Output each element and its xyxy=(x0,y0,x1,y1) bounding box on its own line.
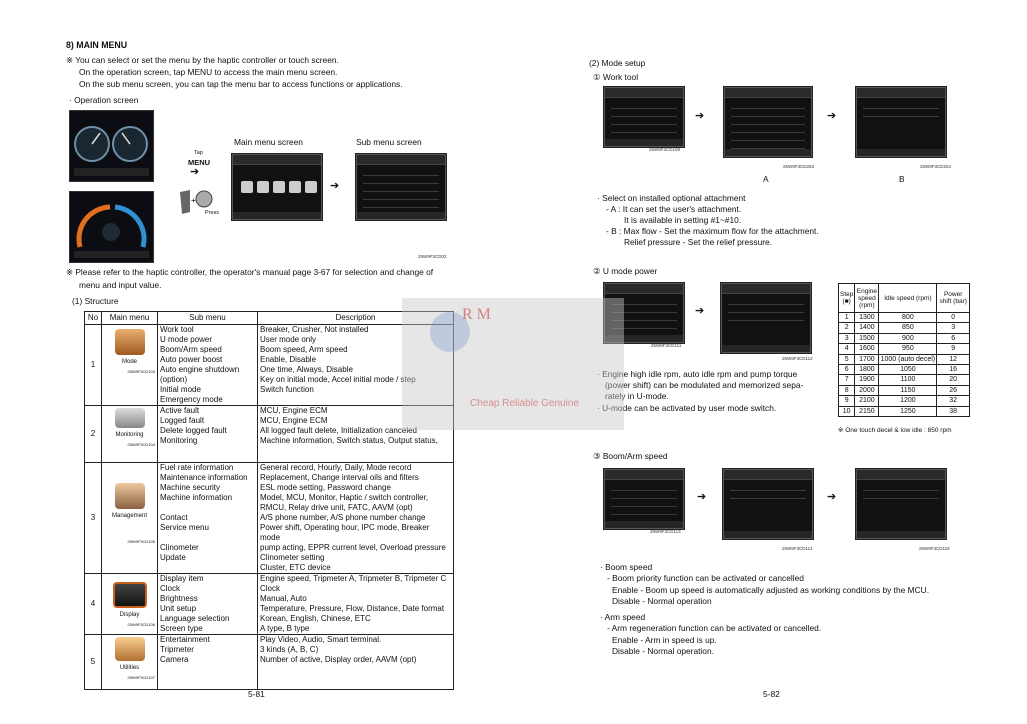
page-number: 5-82 xyxy=(763,689,780,699)
description-item: One time, Always, Disable xyxy=(260,365,353,374)
sub-menu-item: Emergency mode xyxy=(160,395,223,404)
table-cell: 1800 xyxy=(855,365,879,375)
sub-menu-item: Display item xyxy=(160,574,204,583)
right-arrow-icon: ➔ xyxy=(330,180,340,192)
um-text: · U-mode can be activated by user mode switch. xyxy=(597,403,777,413)
um-text: rately in U-mode. xyxy=(605,391,669,401)
description-item: General record, Hourly, Daily, Mode record xyxy=(260,463,412,472)
table-cell: 4 xyxy=(839,344,855,354)
menu-label: MENU xyxy=(188,158,211,167)
structure-heading: (1) Structure xyxy=(72,296,119,306)
table-cell: 16 xyxy=(937,365,970,375)
table-cell: 2 xyxy=(839,323,855,333)
figure-code: 25W9F3CD112 xyxy=(782,356,813,361)
table-cell: 7 xyxy=(839,375,855,385)
right-arrow-icon: ➔ xyxy=(827,491,837,503)
wt-text: - A : It can set the user's attachment. xyxy=(606,204,742,214)
table-cell: 1900 xyxy=(855,375,879,385)
figure-code: 25W9F3CD111 xyxy=(651,343,682,348)
note-line: On the operation screen, tap MENU to access the main menu screen. xyxy=(79,67,338,77)
sub-menu-item: Service menu xyxy=(160,523,209,532)
table-cell: 1600 xyxy=(855,344,879,354)
row-number: 2 xyxy=(85,406,102,463)
icon-code: 25W9F3CD106 xyxy=(127,622,155,627)
table-cell: 9 xyxy=(839,396,855,406)
note-line: ※ You can select or set the menu by the haptic controller or touch screen. xyxy=(66,55,339,65)
sub-menu-item: Camera xyxy=(160,655,189,664)
sub-menu-item: Unit setup xyxy=(160,604,197,613)
description-item: Boom speed, Arm speed xyxy=(260,345,348,354)
table-cell: 8 xyxy=(839,385,855,395)
main-menu-name: Utilities xyxy=(119,665,140,671)
column-header: No xyxy=(85,312,102,325)
table-cell: 1250 xyxy=(879,406,937,416)
work-tool-screenshot-a xyxy=(724,87,812,157)
sub-menu-item: Screen type xyxy=(160,624,203,633)
work-tool-screenshot-1 xyxy=(604,87,684,147)
description-item: pump acting, EPPR current level, Overload pressure xyxy=(260,543,446,552)
table-cell: 6 xyxy=(839,365,855,375)
table-cell: 6 xyxy=(937,333,970,343)
right-arrow-icon: ➔ xyxy=(695,110,705,122)
u-table-note: ※ One touch decel & low idle : 850 rpm xyxy=(838,427,952,434)
sub-menu-item: Delete logged fault xyxy=(160,426,227,435)
label-b: B xyxy=(899,174,905,184)
display-menu-cell xyxy=(102,574,158,635)
right-arrow-icon: ➔ xyxy=(697,491,707,503)
figure-code: 25W9F3CD02 xyxy=(418,254,447,259)
table-row xyxy=(839,323,970,333)
refer-note: menu and input value. xyxy=(79,280,162,290)
figure-code: 25W9F3CD113 xyxy=(650,529,681,534)
column-header: Main menu xyxy=(102,312,158,325)
main-menu-name: Display xyxy=(119,612,140,618)
description-item: Number of active, Display order, AAVM (opt) xyxy=(260,655,417,664)
main-menu-screen-label: Main menu screen xyxy=(234,137,303,147)
description-item: Korean, English, Chinese, ETC xyxy=(260,614,371,623)
icon-code: 25W9F3CD107 xyxy=(127,675,155,680)
table-row xyxy=(839,344,970,354)
table-row xyxy=(839,313,970,323)
column-header: Step (■) xyxy=(839,284,855,313)
u-mode-heading: ② U mode power xyxy=(593,266,658,276)
description-item: Engine speed, Tripmeter A, Tripmeter B, Tripmeter C xyxy=(260,574,447,583)
table-cell: 950 xyxy=(879,344,937,354)
table-cell: 2150 xyxy=(855,406,879,416)
column-header: Sub menu xyxy=(158,312,258,325)
main-menu-name: Monitoring xyxy=(115,432,144,438)
description-item: 3 kinds (A, B, C) xyxy=(260,645,319,654)
table-cell: 1300 xyxy=(855,313,879,323)
figure-code: 25W9F3CD254 xyxy=(920,164,952,169)
cluster-image-top xyxy=(69,110,154,182)
section-heading: (2) Mode setup xyxy=(589,58,646,68)
row-number: 3 xyxy=(85,463,102,574)
column-header: Engine speed (rpm) xyxy=(855,284,879,313)
table-cell: 0 xyxy=(937,313,970,323)
boom-arm-heading: ③ Boom/Arm speed xyxy=(593,451,668,461)
table-cell: 1000 (auto decel) xyxy=(880,355,936,363)
sub-menu-item: Auto engine shutdown (option) xyxy=(160,365,240,384)
table-cell: 1050 xyxy=(879,365,937,375)
table-cell: 9 xyxy=(937,344,970,354)
table-cell: 2100 xyxy=(855,396,879,406)
arm-text: - Arm regeneration function can be activated or cancelled. xyxy=(607,623,822,633)
description-item: Manual, Auto xyxy=(260,594,307,603)
figure-code: 25W9F3CD114 xyxy=(782,546,813,551)
description-item: Temperature, Pressure, Flow, Distance, Date format xyxy=(260,604,445,613)
table-row xyxy=(839,406,970,416)
description-item: User mode only xyxy=(260,335,317,344)
work-tool-heading: ① Work tool xyxy=(593,72,639,82)
table-row xyxy=(85,463,454,574)
svg-text:+: + xyxy=(191,196,196,205)
description-item: ESL mode setting, Password change xyxy=(260,483,391,492)
description-item: Machine information, Switch status, Output status, xyxy=(260,436,438,445)
description-item: RMCU, Relay drive unit, FATC, AAVM (opt) xyxy=(260,503,413,512)
sub-menu-item: Logged fault xyxy=(160,416,205,425)
figure-code: 25W9F3CD253 xyxy=(783,164,815,169)
u-mode-table xyxy=(838,283,970,417)
wt-text: - B : Max flow - Set the maximum flow for the attachment. xyxy=(606,226,819,236)
icon-code: 25W9F3CD105 xyxy=(127,539,155,544)
main-menu-name: Management xyxy=(111,513,148,519)
column-header: Idle speed (rpm) xyxy=(879,284,937,313)
table-cell: 800 xyxy=(879,313,937,323)
arm-text: Disable - Normal operation. xyxy=(612,646,714,656)
um-text: · Engine high idle rpm, auto idle rpm and pump torque xyxy=(597,369,798,379)
boom-arm-screenshot-3 xyxy=(856,469,946,539)
table-cell: 10 xyxy=(839,406,855,416)
table-cell: 3 xyxy=(839,333,855,343)
sub-menu-item: Active fault xyxy=(160,406,200,415)
wt-text: It is available in setting #1~#10. xyxy=(624,215,742,225)
boom-arm-screenshot-2 xyxy=(723,469,813,539)
column-header: Power shift (bar) xyxy=(937,284,970,313)
main-menu-structure-table xyxy=(84,311,454,690)
sub-menu-item: Machine security xyxy=(160,483,221,492)
row-number: 5 xyxy=(85,635,102,690)
description-item: MCU, Engine ECM xyxy=(260,416,328,425)
row-number: 4 xyxy=(85,574,102,635)
boom-text: Disable - Normal operation xyxy=(612,596,712,606)
row-number: 1 xyxy=(85,325,102,406)
description-item: Breaker, Crusher, Not installed xyxy=(260,325,369,334)
table-row xyxy=(839,365,970,375)
display-icon xyxy=(113,582,147,608)
operation-screen-label: · Operation screen xyxy=(69,95,139,105)
sub-menu-screenshot xyxy=(356,154,446,220)
table-cell: 38 xyxy=(937,406,970,416)
figure-code: 25W9F3CD109 xyxy=(649,147,681,152)
table-row xyxy=(839,375,970,385)
page-heading: 8) MAIN MENU xyxy=(66,40,128,50)
column-header: Description xyxy=(258,312,454,325)
tap-label: Tap xyxy=(194,150,203,156)
sub-menu-item: Tripmeter xyxy=(160,645,194,654)
wt-text: · Select on installed optional attachment xyxy=(597,193,746,203)
watermark xyxy=(402,298,624,430)
right-arrow-icon: ➔ xyxy=(695,305,705,317)
sub-menu-item: Machine information xyxy=(160,493,233,502)
arm-text: Enable - Arm in speed is up. xyxy=(612,635,717,645)
description-item: Clinometer setting xyxy=(260,553,325,562)
refer-note: ※ Please refer to the haptic controller, the operator's manual page 3-67 for selection and change of xyxy=(66,267,434,277)
table-cell: 1 xyxy=(839,313,855,323)
sub-menu-item: Clock xyxy=(160,584,181,593)
table-cell: 1700 xyxy=(855,354,879,364)
sub-menu-item: U mode power xyxy=(160,335,213,344)
boom-arm-screenshot-1 xyxy=(604,469,684,529)
work-tool-screenshot-b xyxy=(856,87,946,157)
page-number: 5-81 xyxy=(248,689,265,699)
table-row xyxy=(839,354,970,364)
mode-menu-cell xyxy=(102,325,158,406)
table-cell: 26 xyxy=(937,385,970,395)
main-menu-name: Mode xyxy=(121,359,137,365)
utilities-menu-cell xyxy=(102,635,158,690)
um-text: (power shift) can be modulated and memorized sepa- xyxy=(605,380,804,390)
sub-menu-item: Maintenance information xyxy=(160,473,248,482)
monitoring-icon xyxy=(115,408,145,428)
monitoring-menu-cell xyxy=(102,406,158,463)
table-row xyxy=(85,635,454,690)
sub-menu-item: Auto power boost xyxy=(160,355,223,364)
table-cell: 1200 xyxy=(879,396,937,406)
icon-code: 25W9F3CD103 xyxy=(127,369,155,374)
table-cell: 900 xyxy=(879,333,937,343)
table-row xyxy=(839,385,970,395)
wt-text: Relief pressure - Set the relief pressure. xyxy=(624,237,773,247)
table-row xyxy=(85,574,454,635)
sub-menu-item: Brightness xyxy=(160,594,198,603)
watermark-text: Cheap Reliable Genuine xyxy=(470,398,579,409)
description-item: A/S phone number, A/S phone number change xyxy=(260,513,426,522)
sub-menu-screen-label: Sub menu screen xyxy=(356,137,422,147)
description-item: MCU, Engine ECM xyxy=(260,406,328,415)
figure-code: 25W9F3CD115 xyxy=(919,546,950,551)
table-row xyxy=(85,325,454,406)
sub-menu-item: Clinometer xyxy=(160,543,199,552)
description-item: Play Video, Audio, Smart terminal. xyxy=(260,635,382,644)
press-label: Press xyxy=(205,210,220,216)
right-arrow-icon: ➔ xyxy=(827,110,837,122)
sub-menu-item: Update xyxy=(160,553,186,562)
table-cell: 850 xyxy=(879,323,937,333)
sub-menu-item: Contact xyxy=(160,513,188,522)
watermark-letters: R M xyxy=(462,306,491,323)
table-cell: 1100 xyxy=(879,375,937,385)
table-cell: 1400 xyxy=(855,323,879,333)
description-item: Replacement, Change interval oils and filters xyxy=(260,473,419,482)
label-a: A xyxy=(763,174,769,184)
table-cell: 1500 xyxy=(855,333,879,343)
description-item: All logged fault delete, Initialization canceled xyxy=(260,426,417,435)
boom-speed-heading: · Boom speed xyxy=(600,562,653,572)
sub-menu-item: Fuel rate information xyxy=(160,463,234,472)
note-line: On the sub menu screen, you can tap the menu bar to access functions or applications. xyxy=(79,79,403,89)
table-cell: 2000 xyxy=(855,385,879,395)
table-row xyxy=(839,396,970,406)
sub-menu-item: Boom/Arm speed xyxy=(160,345,222,354)
boom-text: - Boom priority function can be activated or cancelled xyxy=(607,573,804,583)
table-cell: 12 xyxy=(937,354,970,364)
cluster-image-bottom xyxy=(69,191,154,263)
table-row xyxy=(85,406,454,463)
sub-menu-item: Initial mode xyxy=(160,385,201,394)
description-item: Model, MCU, Monitor, Haptic / switch controller, xyxy=(260,493,429,502)
description-item: Key on initial mode, Accel initial mode / step xyxy=(260,375,416,384)
u-mode-screenshot-2 xyxy=(721,283,811,353)
table-cell: 1150 xyxy=(879,385,937,395)
sub-menu-item: Language selection xyxy=(160,614,230,623)
description-item: Switch function xyxy=(260,385,314,394)
description-item: Power shift, Operating hour, IPC mode, Breaker mode xyxy=(260,523,430,542)
sub-menu-item: Work tool xyxy=(160,325,194,334)
sub-menu-item: Entertainment xyxy=(160,635,210,644)
sub-menu-item: Monitoring xyxy=(160,436,198,445)
icon-code: 25W9F3CD104 xyxy=(127,442,155,447)
utilities-icon xyxy=(115,637,145,661)
arm-speed-heading: · Arm speed xyxy=(600,612,646,622)
management-menu-cell xyxy=(102,463,158,574)
table-cell: 3 xyxy=(937,323,970,333)
table-cell: 32 xyxy=(937,396,970,406)
table-cell: 20 xyxy=(937,375,970,385)
boom-text: Enable - Boom up speed is automatically adjusted as working conditions by the MCU. xyxy=(612,585,930,595)
table-row xyxy=(839,333,970,343)
description-item: Clock xyxy=(260,584,281,593)
table-cell: 5 xyxy=(839,354,855,364)
management-icon xyxy=(115,483,145,509)
description-item: Enable, Disable xyxy=(260,355,317,364)
description-item: A type, B type xyxy=(260,624,310,633)
right-arrow-icon: ➔ xyxy=(190,166,200,178)
mode-icon xyxy=(115,329,145,355)
description-item: Cluster, ETC device xyxy=(260,563,331,572)
main-menu-screenshot xyxy=(232,154,322,220)
